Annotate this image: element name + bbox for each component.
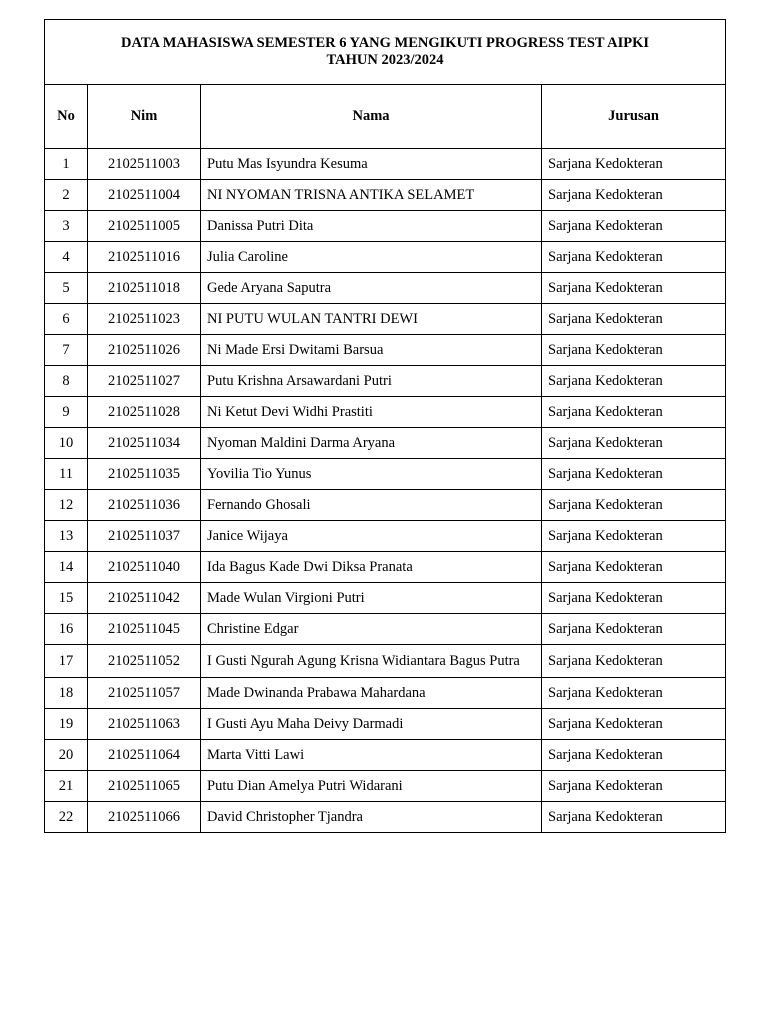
table-row (45, 242, 726, 273)
cell-jurusan: Sarjana Kedokteran (542, 149, 726, 180)
cell-nama: Marta Vitti Lawi (201, 740, 542, 771)
cell-no: 1 (45, 149, 88, 180)
cell-jurusan: Sarjana Kedokteran (542, 771, 726, 802)
cell-nama: Yovilia Tio Yunus (201, 459, 542, 490)
cell-nama: Putu Dian Amelya Putri Widarani (201, 771, 542, 802)
cell-nama: Made Wulan Virgioni Putri (201, 583, 542, 614)
cell-jurusan: Sarjana Kedokteran (542, 242, 726, 273)
table-title-line-1: DATA MAHASISWA SEMESTER 6 YANG MENGIKUTI PROGRESS TEST AIPKI (121, 35, 650, 51)
cell-nama: I Gusti Ngurah Agung Krisna Widiantara Bagus Putra (201, 645, 542, 678)
column-header-no: No (45, 85, 88, 149)
cell-nim: 2102511004 (88, 180, 201, 211)
cell-nama: Gede Aryana Saputra (201, 273, 542, 304)
column-header-nim: Nim (88, 85, 201, 149)
cell-no: 12 (45, 490, 88, 521)
table-row (45, 740, 726, 771)
table-row (45, 149, 726, 180)
cell-no: 20 (45, 740, 88, 771)
cell-nama: I Gusti Ayu Maha Deivy Darmadi (201, 709, 542, 740)
table-row (45, 552, 726, 583)
cell-nim: 2102511042 (88, 583, 201, 614)
cell-nama: Putu Mas Isyundra Kesuma (201, 149, 542, 180)
cell-nim: 2102511057 (88, 678, 201, 709)
cell-nim: 2102511037 (88, 521, 201, 552)
cell-no: 5 (45, 273, 88, 304)
column-header-jurusan: Jurusan (542, 85, 726, 149)
cell-no: 17 (45, 645, 88, 678)
cell-no: 18 (45, 678, 88, 709)
table-row (45, 490, 726, 521)
cell-nim: 2102511005 (88, 211, 201, 242)
cell-nama: Julia Caroline (201, 242, 542, 273)
table-row (45, 771, 726, 802)
table-row (45, 645, 726, 678)
cell-jurusan: Sarjana Kedokteran (542, 335, 726, 366)
cell-jurusan: Sarjana Kedokteran (542, 428, 726, 459)
table-header-row (45, 85, 726, 149)
cell-nim: 2102511036 (88, 490, 201, 521)
table-row (45, 335, 726, 366)
cell-no: 13 (45, 521, 88, 552)
cell-jurusan: Sarjana Kedokteran (542, 552, 726, 583)
table-row (45, 678, 726, 709)
table-row (45, 802, 726, 833)
table-row (45, 397, 726, 428)
table-row (45, 459, 726, 490)
cell-nama: Nyoman Maldini Darma Aryana (201, 428, 542, 459)
table-title (45, 20, 726, 85)
cell-nim: 2102511026 (88, 335, 201, 366)
cell-nama: Christine Edgar (201, 614, 542, 645)
cell-jurusan: Sarjana Kedokteran (542, 366, 726, 397)
cell-nim: 2102511027 (88, 366, 201, 397)
cell-no: 14 (45, 552, 88, 583)
cell-nama: Made Dwinanda Prabawa Mahardana (201, 678, 542, 709)
cell-jurusan: Sarjana Kedokteran (542, 645, 726, 678)
cell-jurusan: Sarjana Kedokteran (542, 583, 726, 614)
cell-jurusan: Sarjana Kedokteran (542, 490, 726, 521)
cell-nim: 2102511028 (88, 397, 201, 428)
cell-no: 21 (45, 771, 88, 802)
cell-jurusan: Sarjana Kedokteran (542, 614, 726, 645)
cell-no: 7 (45, 335, 88, 366)
cell-nama: David Christopher Tjandra (201, 802, 542, 833)
table-row (45, 273, 726, 304)
student-list-sheet (44, 19, 725, 833)
table-row (45, 304, 726, 335)
cell-jurusan: Sarjana Kedokteran (542, 459, 726, 490)
cell-no: 16 (45, 614, 88, 645)
table-body (45, 149, 726, 833)
cell-nim: 2102511040 (88, 552, 201, 583)
cell-jurusan: Sarjana Kedokteran (542, 273, 726, 304)
table-row (45, 366, 726, 397)
cell-no: 3 (45, 211, 88, 242)
cell-nim: 2102511065 (88, 771, 201, 802)
table-row (45, 709, 726, 740)
table-title-row (45, 20, 726, 85)
column-header-nama: Nama (201, 85, 542, 149)
table-row (45, 180, 726, 211)
cell-jurusan: Sarjana Kedokteran (542, 678, 726, 709)
cell-no: 10 (45, 428, 88, 459)
cell-no: 4 (45, 242, 88, 273)
cell-jurusan: Sarjana Kedokteran (542, 397, 726, 428)
cell-nama: NI NYOMAN TRISNA ANTIKA SELAMET (201, 180, 542, 211)
table-row (45, 428, 726, 459)
cell-nama: Putu Krishna Arsawardani Putri (201, 366, 542, 397)
table-row (45, 614, 726, 645)
table-title-line-2: TAHUN 2023/2024 (326, 52, 444, 68)
cell-no: 11 (45, 459, 88, 490)
cell-no: 6 (45, 304, 88, 335)
table-row (45, 521, 726, 552)
cell-no: 19 (45, 709, 88, 740)
cell-nim: 2102511066 (88, 802, 201, 833)
cell-nim: 2102511034 (88, 428, 201, 459)
cell-nama: NI PUTU WULAN TANTRI DEWI (201, 304, 542, 335)
cell-no: 22 (45, 802, 88, 833)
cell-nim: 2102511045 (88, 614, 201, 645)
cell-jurusan: Sarjana Kedokteran (542, 180, 726, 211)
cell-nama: Ni Made Ersi Dwitami Barsua (201, 335, 542, 366)
cell-jurusan: Sarjana Kedokteran (542, 304, 726, 335)
cell-jurusan: Sarjana Kedokteran (542, 211, 726, 242)
cell-nama: Ni Ketut Devi Widhi Prastiti (201, 397, 542, 428)
cell-no: 9 (45, 397, 88, 428)
cell-nama: Fernando Ghosali (201, 490, 542, 521)
cell-nim: 2102511064 (88, 740, 201, 771)
cell-nim: 2102511016 (88, 242, 201, 273)
cell-jurusan: Sarjana Kedokteran (542, 802, 726, 833)
cell-nama: Ida Bagus Kade Dwi Diksa Pranata (201, 552, 542, 583)
cell-jurusan: Sarjana Kedokteran (542, 740, 726, 771)
cell-nama: Danissa Putri Dita (201, 211, 542, 242)
cell-nim: 2102511023 (88, 304, 201, 335)
table-row (45, 583, 726, 614)
cell-jurusan: Sarjana Kedokteran (542, 521, 726, 552)
cell-nim: 2102511003 (88, 149, 201, 180)
cell-nama: Janice Wijaya (201, 521, 542, 552)
cell-nim: 2102511063 (88, 709, 201, 740)
cell-nim: 2102511018 (88, 273, 201, 304)
cell-nim: 2102511035 (88, 459, 201, 490)
cell-nim: 2102511052 (88, 645, 201, 678)
cell-no: 2 (45, 180, 88, 211)
student-table (44, 19, 726, 833)
cell-jurusan: Sarjana Kedokteran (542, 709, 726, 740)
cell-no: 8 (45, 366, 88, 397)
table-row (45, 211, 726, 242)
cell-no: 15 (45, 583, 88, 614)
